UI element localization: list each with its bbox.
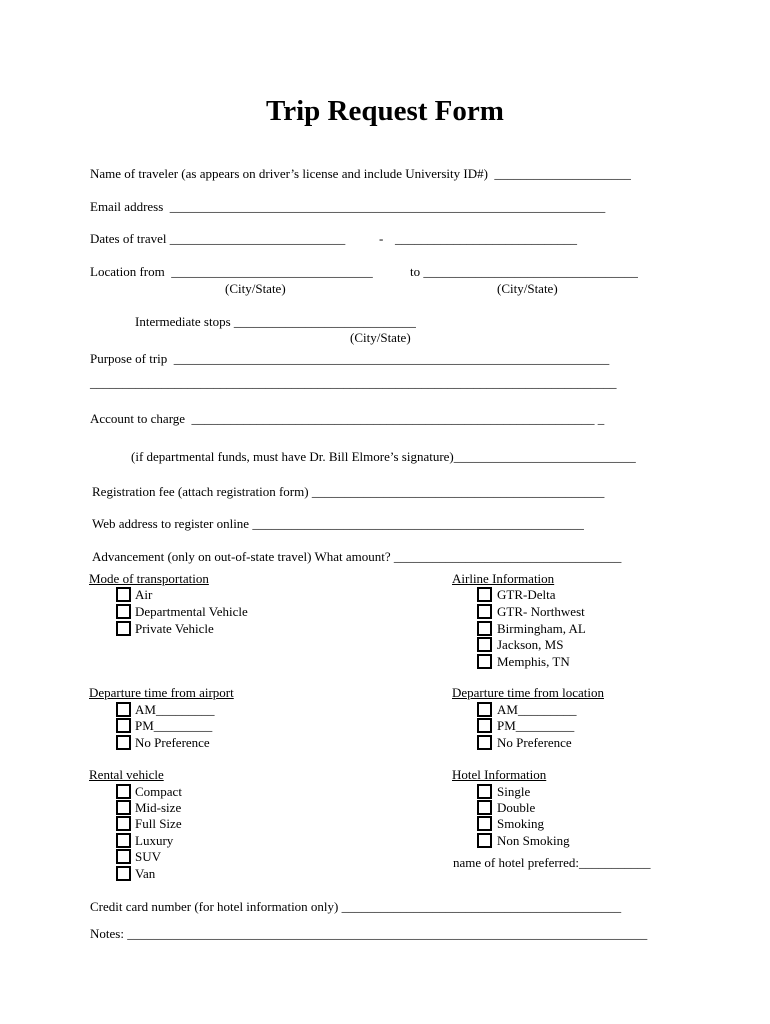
option-label: No Preference (135, 735, 210, 750)
checkbox-private-vehicle[interactable] (116, 621, 131, 636)
option-label: PM_________ (135, 718, 213, 733)
account-field[interactable]: Account to charge ______________________________________________________________ _ (90, 411, 605, 426)
checkbox-luxury[interactable] (116, 833, 131, 848)
rental-vehicle-heading: Rental vehicle (89, 767, 164, 782)
option-label: Full Size (135, 816, 182, 831)
departure-airport-heading: Departure time from airport (89, 685, 234, 700)
option-label: AM_________ (135, 702, 215, 717)
checkbox-memphis[interactable] (477, 654, 492, 669)
option-label: Mid-size (135, 800, 182, 815)
option-label: Compact (135, 784, 182, 799)
city-state-hint: (City/State) (225, 281, 286, 296)
option-label: Van (135, 866, 156, 881)
checkbox-van[interactable] (116, 866, 131, 881)
option-label: Single (497, 784, 531, 799)
checkbox-suv[interactable] (116, 849, 131, 864)
purpose-field-line-2[interactable]: _________________________________________________________________________________ (90, 375, 617, 390)
option-label: No Preference (497, 735, 572, 750)
option-label: Memphis, TN (497, 654, 570, 669)
option-label: PM_________ (497, 718, 575, 733)
checkbox-non-smoking[interactable] (477, 833, 492, 848)
notes-field[interactable]: Notes: ________________________________________________________________________________ (90, 926, 648, 941)
web-address-field[interactable]: Web address to register online ___________________________________________________ (92, 516, 584, 531)
checkbox-gtr-delta[interactable] (477, 587, 492, 602)
option-label: Luxury (135, 833, 174, 848)
checkbox-single[interactable] (477, 784, 492, 799)
checkbox-double[interactable] (477, 800, 492, 815)
option-label: Birmingham, AL (497, 621, 586, 636)
checkbox-location-no-preference[interactable] (477, 735, 492, 750)
checkbox-compact[interactable] (116, 784, 131, 799)
checkbox-air[interactable] (116, 587, 131, 602)
hotel-heading: Hotel Information (452, 767, 547, 782)
traveler-name-field[interactable]: Name of traveler (as appears on driver’s license and include University ID#) _____________________ (90, 166, 631, 181)
option-label: SUV (135, 849, 162, 864)
checkbox-mid-size[interactable] (116, 800, 131, 815)
travel-end-date-field[interactable]: ____________________________ (395, 231, 577, 246)
checkbox-full-size[interactable] (116, 816, 131, 831)
city-state-hint: (City/State) (350, 330, 411, 345)
date-separator: - (379, 231, 384, 246)
checkbox-gtr-northwest[interactable] (477, 604, 492, 619)
option-label: Double (497, 800, 536, 815)
location-from-field[interactable]: Location from _______________________________ (90, 264, 373, 279)
purpose-field[interactable]: Purpose of trip ___________________________________________________________________ (90, 351, 610, 366)
checkbox-location-pm[interactable] (477, 718, 492, 733)
option-label: Smoking (497, 816, 544, 831)
option-label: GTR- Northwest (497, 604, 585, 619)
checkbox-jackson[interactable] (477, 637, 492, 652)
option-label: Departmental Vehicle (135, 604, 248, 619)
signature-note: (if departmental funds, must have Dr. Bill Elmore’s signature)____________________________ (131, 449, 636, 464)
checkbox-birmingham[interactable] (477, 621, 492, 636)
city-state-hint: (City/State) (497, 281, 558, 296)
form-title: Trip Request Form (266, 95, 504, 127)
option-label: GTR-Delta (497, 587, 556, 602)
option-label: Private Vehicle (135, 621, 214, 636)
registration-fee-field[interactable]: Registration fee (attach registration form) _____________________________________________ (92, 484, 605, 499)
checkbox-airport-pm[interactable] (116, 718, 131, 733)
travel-start-date-field[interactable]: Dates of travel ___________________________ (90, 231, 346, 246)
credit-card-field[interactable]: Credit card number (for hotel information only) ___________________________________________ (90, 899, 622, 914)
transport-heading: Mode of transportation (89, 571, 209, 586)
option-label: Air (135, 587, 153, 602)
email-field[interactable]: Email address ___________________________________________________________________ (90, 199, 606, 214)
checkbox-smoking[interactable] (477, 816, 492, 831)
location-to-field[interactable]: to _________________________________ (410, 264, 638, 279)
option-label: Non Smoking (497, 833, 570, 848)
departure-location-heading: Departure time from location (452, 685, 604, 700)
option-label: Jackson, MS (497, 637, 564, 652)
checkbox-location-am[interactable] (477, 702, 492, 717)
checkbox-departmental-vehicle[interactable] (116, 604, 131, 619)
intermediate-stops-field[interactable]: Intermediate stops ____________________________ (135, 314, 416, 329)
option-label: AM_________ (497, 702, 577, 717)
checkbox-airport-no-preference[interactable] (116, 735, 131, 750)
hotel-preferred-field[interactable]: name of hotel preferred:___________ (453, 855, 651, 870)
advancement-field[interactable]: Advancement (only on out-of-state travel) What amount? ___________________________________ (92, 549, 622, 564)
checkbox-airport-am[interactable] (116, 702, 131, 717)
airline-heading: Airline Information (452, 571, 555, 586)
